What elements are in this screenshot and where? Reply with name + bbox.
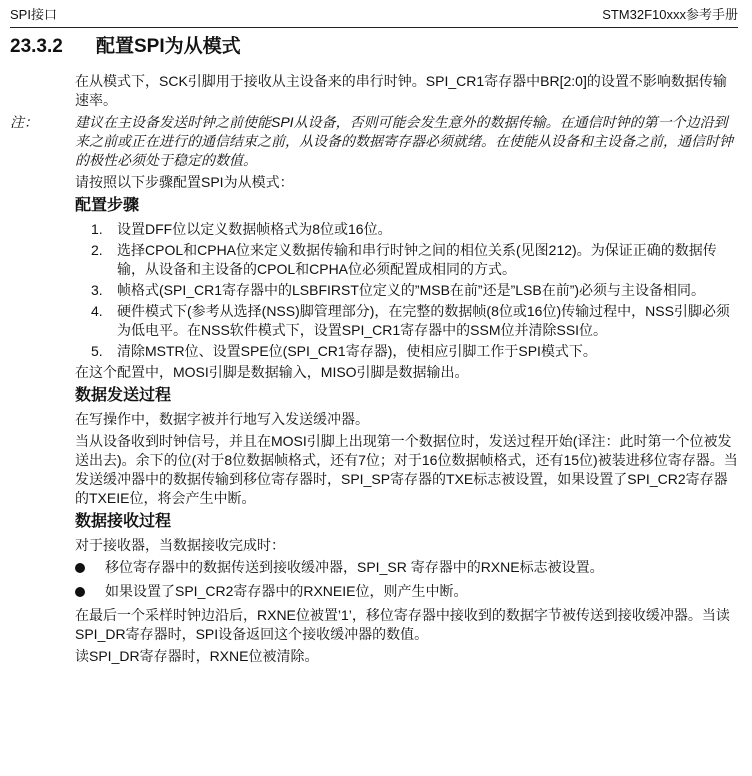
step-number: 3. <box>91 282 103 298</box>
note-block <box>10 113 738 170</box>
note-label: 注： <box>10 114 38 130</box>
section-title: 配置SPI为从模式 <box>96 36 241 57</box>
tx-heading: 数据发送过程 <box>75 387 172 404</box>
config-step <box>75 220 738 239</box>
header-rule <box>10 27 738 28</box>
rx-bullet-item <box>75 582 738 601</box>
config-steps-list <box>75 220 738 361</box>
header-chapter: SPI接口 <box>10 7 57 22</box>
step-text: 帧格式(SPI_CR1寄存器中的LSBFIRST位定义的”MSB在前”还是”LSB在前”)必须与主设备相同。 <box>117 282 706 298</box>
header-manual-title: STM32F10xxx参考手册 <box>602 7 738 22</box>
step-number: 5. <box>91 343 103 359</box>
bullet-dot-icon <box>75 587 85 597</box>
config-step <box>75 241 738 279</box>
step-text: 清除MSTR位、设置SPE位(SPI_CR1寄存器)，使相应引脚工作于SPI模式下。 <box>117 343 597 359</box>
rx-bullet-text: 移位寄存器中的数据传送到接收缓冲器，SPI_SR 寄存器中的RXNE标志被设置。 <box>105 559 604 575</box>
config-step <box>75 281 738 300</box>
page-header <box>10 6 738 28</box>
step-number: 2. <box>91 242 103 258</box>
rx-heading: 数据接收过程 <box>75 513 172 530</box>
step-text: 硬件模式下(参考从选择(NSS)脚管理部分)，在完整的数据帧(8位或16位)传输过程中，NSS引脚必须为低电平。在NSS软件模式下，设置SPI_CR1寄存器中的SSM位并清除SSI位。 <box>117 303 730 338</box>
note-text: 建议在主设备发送时钟之前使能SPI从设备，否则可能会发生意外的数据传输。在通信时钟的第一个边沿到来之前或正在进行的通信结束之前，从设备的数据寄存器必须就绪。在使能从设备和主设备之前，通信时钟的极性必须处于稳定的数值。 <box>75 114 733 168</box>
rx-bullet-text: 如果设置了SPI_CR2寄存器中的RXNEIE位，则产生中断。 <box>105 583 468 599</box>
rx-paragraph-1: 对于接收器，当数据接收完成时： <box>75 537 285 553</box>
step-number: 1. <box>91 221 103 237</box>
step-number: 4. <box>91 303 103 319</box>
tx-paragraph-1: 在写操作中，数据字被并行地写入发送缓冲器。 <box>75 411 369 427</box>
rx-paragraph-2: 在最后一个采样时钟边沿后，RXNE位被置’1’，移位寄存器中接收到的数据字节被传送到接收缓冲器。当读SPI_DR寄存器时，SPI设备返回这个接收缓冲器的数值。 <box>75 607 730 642</box>
section-heading <box>10 34 738 60</box>
config-step <box>75 302 738 340</box>
tx-paragraph-2: 当从设备收到时钟信号，并且在MOSI引脚上出现第一个数据位时，发送过程开始(译注：此时第一个位被发送出去)。余下的位(对于8位数据帧格式，还有7位；对于16位数据帧格式，还有15位)被装进移位寄存器。当发送缓冲器中的数据传输到移位寄存器时，SPI_SP寄存器的TXE标志被设置，如果设置了SPI_CR2寄存器的TXEIE位，将会产生中断。 <box>75 433 738 506</box>
step-text: 选择CPOL和CPHA位来定义数据传输和串行时钟之间的相位关系(见图212)。为保证正确的数据传输，从设备和主设备的CPOL和CPHA位必须配置成相同的方式。 <box>117 242 717 277</box>
steps-intro: 请按照以下步骤配置SPI为从模式： <box>75 174 294 190</box>
config-step <box>75 342 738 361</box>
section-number: 23.3.2 <box>10 36 63 57</box>
bullet-dot-icon <box>75 563 85 573</box>
rx-paragraph-3: 读SPI_DR寄存器时，RXNE位被清除。 <box>75 648 319 664</box>
rx-bullet-list <box>75 558 738 601</box>
step-text: 设置DFF位以定义数据帧格式为8位或16位。 <box>117 221 392 237</box>
rx-bullet-item <box>75 558 738 577</box>
config-heading: 配置步骤 <box>75 197 140 214</box>
config-summary: 在这个配置中，MOSI引脚是数据输入，MISO引脚是数据输出。 <box>75 364 469 380</box>
section-body <box>10 72 738 669</box>
intro-paragraph: 在从模式下，SCK引脚用于接收从主设备来的串行时钟。SPI_CR1寄存器中BR[2:0]的设置不影响数据传输速率。 <box>75 73 727 108</box>
